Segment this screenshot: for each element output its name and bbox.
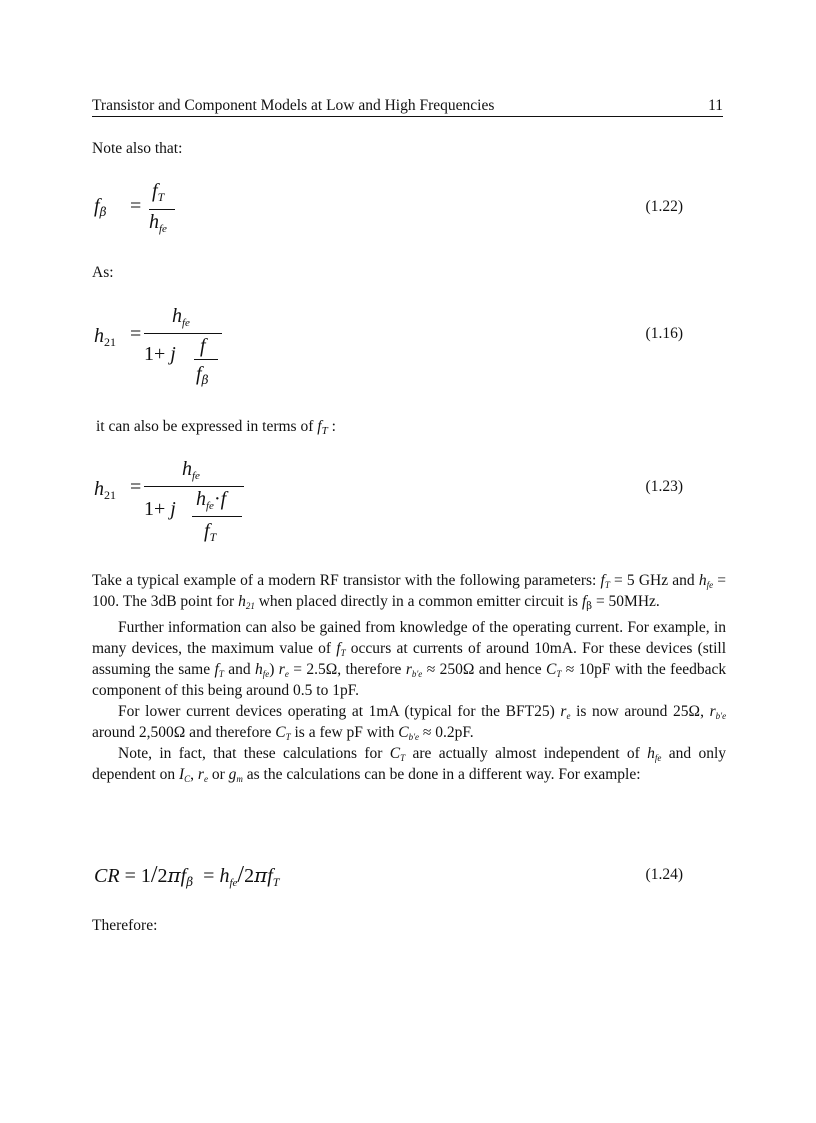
equation-number: (1.24) (645, 866, 683, 883)
equation-number: (1.23) (645, 478, 683, 495)
therefore-text: Therefore: (92, 917, 158, 934)
p1-text-b: = 5 GHz and (614, 572, 695, 589)
p4-text-c: and only dependent on (92, 745, 727, 783)
p2-text-b: occurs at currents of around 10mA. For these devices (still assuming the same (92, 640, 727, 678)
expressed-text: it can also be expressed in terms of fT : (96, 418, 336, 437)
body-paragraphs (92, 570, 726, 785)
p3-text-a: For lower current devices operating at 1mA (typical for the BFT25) (118, 703, 555, 720)
p4-text-e: as the calculations can be done in a different way. For example: (246, 766, 641, 783)
p1-text-e: = 50MHz. (595, 593, 660, 610)
expressed-prefix: it can also be expressed in terms of (96, 418, 314, 435)
p2-text-f: ≈ 10pF with the feedback component of this being around 0.5 to 1pF. (92, 661, 727, 699)
paragraph-3: For lower current devices operating at 1mA (typical for the BFT25) $r_e$ is now around 25Ω, rb'e around 2,500Ω and therefore $C_T$ is a few pF with Cb'e ≈ 0.2pF. (92, 703, 727, 742)
p2-text-e: ≈ 250Ω and hence (426, 661, 542, 678)
p1-text-a: Take a typical example of a modern RF transistor with the following parameters: (92, 572, 597, 589)
p2-text-a: Further information can also be gained from knowledge of the operating current. For example, in many devices, the maximum value of (92, 619, 726, 657)
p1-text-c: = 100. The 3dB point for (92, 572, 727, 610)
p1-text-d: when placed directly in a common emitter circuit is (258, 593, 579, 610)
p3-text-c: around 2,500Ω and therefore (92, 724, 272, 741)
page-number: 11 (708, 97, 723, 114)
equation-1-23: $h_{21}$ = $h_{fe}$ 1+ j $h_{fe}\cdot f$ $f_T$ (1.23) (94, 458, 683, 544)
paragraph-1: Take a typical example of a modern RF transistor with the following parameters: $f_T = 5$ GHz and hfe = 100. The 3dB point for $h_{21}$ when placed directly in a common emitter circuit is fβ = 50MHz. (92, 572, 727, 612)
p3-text-e: ≈ 0.2pF. (422, 724, 474, 741)
p3-text-b: is now around 25Ω, (576, 703, 704, 720)
document-page (92, 0, 727, 1123)
paragraph-2: Further information can also be gained from knowledge of the operating current. For example, in many devices, the maximum value of $f_T$ occurs at currents of around 10mA. For these devices (still assuming the same $f_T$ and hfe) $r_e = 2.5\Omega$, therefore rb'e ≈ 250Ω and hence $C_T \approx 10pF$ with the feedback component of this being around 0.5 to 1pF. (92, 619, 727, 699)
p3-text-d: is a few pF with (294, 724, 395, 741)
equation-1-16: $h_{21}$ = $h_{fe}$ 1+ j f $f_\beta$ (1.16) (94, 305, 683, 387)
p2-text-d: = 2.5Ω, therefore (293, 661, 402, 678)
running-header (92, 96, 723, 117)
as-text: As: (92, 264, 114, 281)
p2-text-c: and (228, 661, 251, 678)
equation-number: (1.22) (645, 198, 683, 215)
equation-1-22: $f_\beta$ = $f_T$ $h_{fe}$ (1.22) (94, 180, 683, 235)
p4-text-d: or (211, 766, 225, 783)
note-also-text: Note also that: (92, 140, 183, 157)
p4-text-b: are actually almost independent of (412, 745, 640, 762)
equation-number: (1.16) (645, 325, 683, 342)
equation-1-24: CR = $1/2\pi f_\beta = h_{fe}/2\pi f_T$ (1.24) (94, 862, 683, 889)
p4-text-a: Note, in fact, that these calculations for (118, 745, 383, 762)
header-title: Transistor and Component Models at Low and High Frequencies (92, 97, 495, 114)
paragraph-4: Note, in fact, that these calculations for $C_T$ are actually almost independent of hfe and only dependent on $I_C$, $r_e$ or $g_m$ as the calculations can be done in a different way. For example: (92, 745, 727, 784)
